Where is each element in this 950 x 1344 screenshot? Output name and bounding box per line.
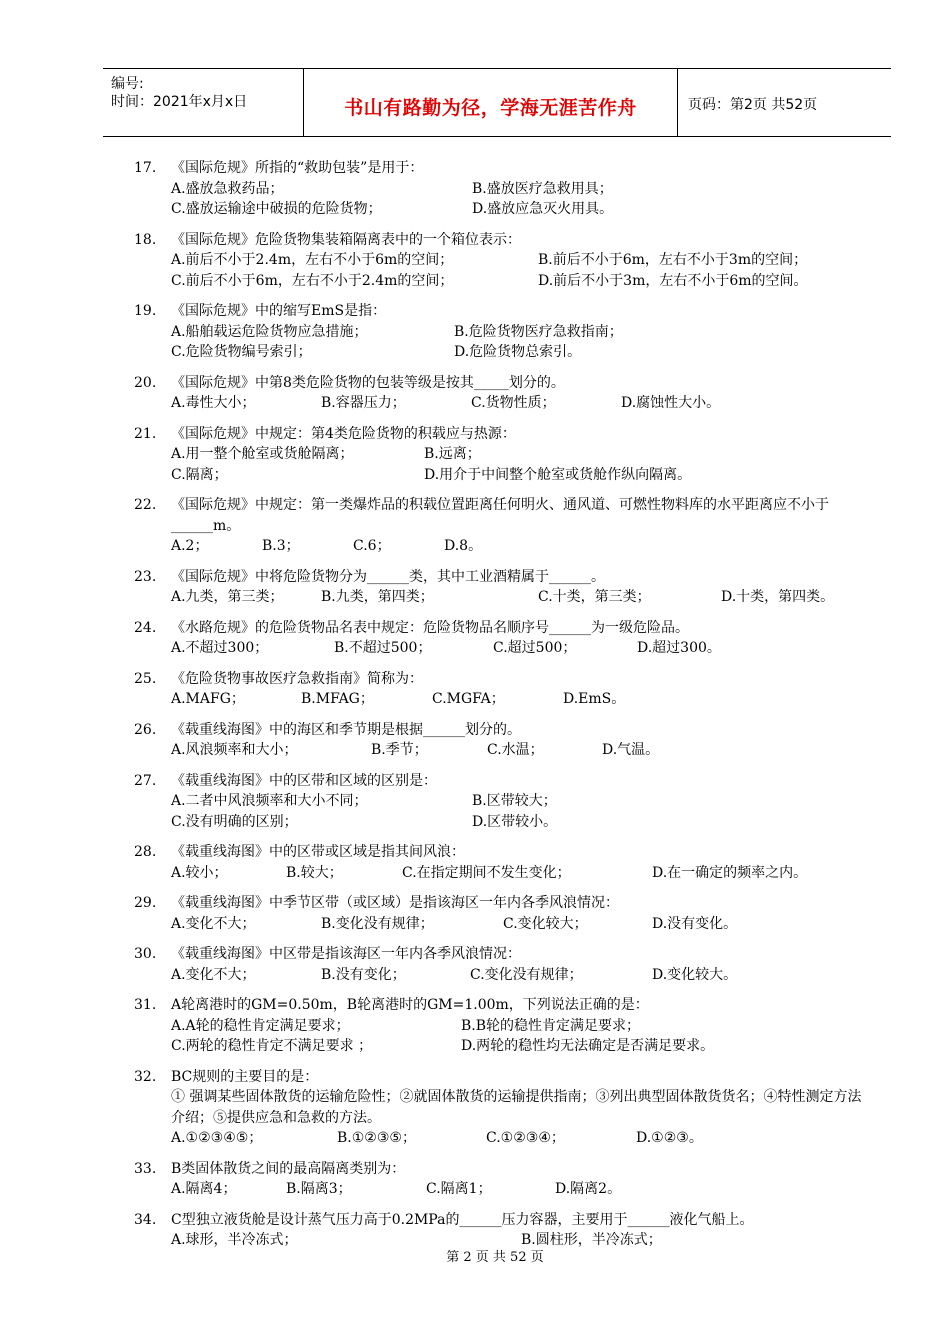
answer-option: B.没有变化； — [321, 966, 406, 983]
question-stem: 《国际危规》所指的“救助包装”是用于： — [171, 160, 424, 176]
question-stem: 《载重线海图》中季节区带（或区域）是指该海区一年内各季风浪情况： — [171, 895, 619, 911]
question-stem-row — [134, 771, 874, 792]
answer-option: D.①②③。 — [636, 1130, 703, 1146]
answer-option: D.隔离2。 — [555, 1181, 622, 1197]
option-row — [134, 179, 874, 200]
question-continuation: ① 强调某些固体散货的运输危险性；②就固体散货的运输提供指南；③列出典型固体散货货名；④特性测定方法介绍；⑤提供应急和急救的方法。 — [171, 1089, 862, 1126]
answer-option: A.球形，半冷冻式； — [171, 1232, 298, 1248]
question-number: 30. — [134, 946, 157, 962]
answer-option: C.没有明确的区别； — [171, 813, 298, 830]
question-item — [134, 1210, 874, 1251]
question-stem-row — [134, 230, 874, 251]
question-number: 31. — [134, 997, 157, 1013]
question-stem: BC规则的主要目的是： — [171, 1068, 319, 1085]
header-table — [103, 68, 891, 137]
answer-option: C.①②③④； — [486, 1130, 565, 1146]
question-number: 20. — [134, 374, 157, 391]
question-number: 28. — [134, 844, 157, 860]
answer-option: D.没有变化。 — [652, 915, 738, 932]
question-stem-row — [134, 1159, 874, 1180]
question-item — [134, 995, 874, 1057]
answer-option: C.十类，第三类； — [538, 589, 651, 605]
question-stem: 《国际危规》中规定：第一类爆炸品的积载位置距离任何明火、通风道、可燃性物料库的水平距离应不小于______m。 — [171, 497, 829, 534]
question-number: 18. — [134, 231, 157, 248]
answer-option: D.气温。 — [602, 742, 660, 758]
answer-option: A.MAFG； — [171, 691, 245, 707]
question-item — [134, 842, 874, 883]
answer-option: A.变化不大； — [171, 966, 256, 983]
option-row — [134, 1016, 874, 1037]
answer-option: A.毒性大小； — [171, 395, 256, 411]
answer-option: A.不超过300； — [171, 640, 269, 656]
answer-option: B.九类，第四类； — [321, 589, 434, 605]
answer-option: D.危险货物总索引。 — [454, 344, 582, 360]
question-item — [134, 618, 874, 659]
question-stem: 《危险货物事故医疗急救指南》简称为： — [171, 670, 423, 687]
question-item — [134, 424, 874, 486]
option-row — [134, 199, 874, 220]
question-number: 34. — [134, 1211, 157, 1228]
answer-option: C.变化没有规律； — [470, 966, 583, 983]
answer-option: A.风浪频率和大小； — [171, 742, 298, 758]
option-row — [134, 638, 874, 659]
answer-option: C.6； — [353, 538, 391, 554]
question-stem-row — [134, 567, 874, 588]
question-stem-row — [134, 158, 874, 179]
page-footer — [0, 1246, 950, 1265]
question-stem: 《载重线海图》中的区带和区域的区别是： — [171, 772, 437, 789]
answer-option: C.前后不小于6m，左右不小于2.4m的空间； — [171, 272, 454, 289]
answer-option: B.区带较大； — [472, 793, 557, 809]
doc-number-label: 编号: — [111, 76, 144, 92]
question-item — [134, 720, 874, 761]
option-row — [134, 689, 874, 710]
answer-option: D.用介于中间整个舱室或货舱作纵向隔离。 — [424, 466, 692, 483]
question-stem: A轮离港时的GM=0.50m，B轮离港时的GM=1.00m，下列说法正确的是： — [171, 997, 649, 1013]
answer-option: D.两轮的稳性均无法确定是否满足要求。 — [461, 1038, 715, 1054]
question-number: 32. — [134, 1068, 157, 1085]
option-row — [134, 465, 874, 486]
answer-option: A.前后不小于2.4m，左右不小于6m的空间； — [171, 252, 454, 268]
question-number: 27. — [134, 772, 157, 789]
question-stem-row — [134, 301, 874, 322]
question-item — [134, 1159, 874, 1200]
answer-option: A.①②③④⑤； — [171, 1130, 263, 1146]
answer-option: D.十类，第四类。 — [721, 589, 835, 605]
option-row — [134, 863, 874, 884]
answer-option: D.变化较大。 — [652, 966, 738, 983]
question-number: 33. — [134, 1160, 157, 1177]
answer-option: B.盛放医疗急救用具； — [472, 180, 613, 197]
header-meta-cell — [103, 69, 304, 136]
answer-option: C.变化较大； — [503, 915, 588, 932]
question-stem-row — [134, 995, 874, 1016]
question-stem-row — [134, 373, 874, 394]
footer-page-number: 第 2 页 共 52 页 — [446, 1250, 544, 1265]
question-number: 17. — [134, 160, 157, 176]
option-row — [134, 250, 874, 271]
question-stem: 《载重线海图》中区带是指该海区一年内各季风浪情况： — [171, 946, 521, 962]
question-stem: 《载重线海图》中的海区和季节期是根据______划分的。 — [171, 721, 521, 738]
answer-option: B.MFAG； — [301, 691, 374, 707]
question-number: 25. — [134, 670, 157, 687]
answer-option: B.较大； — [286, 864, 343, 881]
question-stem: 《国际危规》中规定：第4类危险货物的积载应与热源： — [171, 425, 516, 442]
question-number: 19. — [134, 303, 157, 319]
question-item — [134, 301, 874, 363]
option-row — [134, 791, 874, 812]
question-stem-row — [134, 893, 874, 914]
option-row — [134, 271, 874, 292]
question-stem-row — [134, 618, 874, 639]
answer-option: A.二者中风浪频率和大小不同； — [171, 793, 368, 809]
answer-option: A.2； — [171, 538, 209, 554]
answer-option: C.危险货物编号索引； — [171, 344, 312, 360]
answer-option: D.前后不小于3m，左右不小于6m的空间。 — [538, 272, 808, 289]
option-row — [134, 1128, 874, 1149]
option-row — [134, 587, 874, 608]
option-row — [134, 1036, 874, 1057]
header-page-cell — [678, 69, 891, 136]
question-item — [134, 495, 874, 557]
option-row — [134, 812, 874, 833]
option-row — [134, 965, 874, 986]
answer-option: C.超过500； — [493, 640, 577, 656]
page-info: 页码：第2页 共52页 — [688, 97, 818, 113]
answer-option: A.变化不大； — [171, 915, 256, 932]
answer-option: A.较小； — [171, 864, 228, 881]
question-item — [134, 669, 874, 710]
header-motto-cell — [304, 69, 678, 136]
answer-option: A.A轮的稳性肯定满足要求； — [171, 1017, 350, 1034]
doc-time-label: 时间：2021年x月x日 — [111, 94, 248, 110]
answer-option: B.前后不小于6m，左右不小于3m的空间； — [538, 252, 808, 268]
question-list — [134, 158, 874, 1261]
question-item — [134, 771, 874, 833]
answer-option: A.隔离4； — [171, 1181, 237, 1197]
question-stem-row — [134, 1067, 874, 1088]
question-item — [134, 944, 874, 985]
question-item — [134, 158, 874, 220]
answer-option: C.隔离； — [171, 466, 228, 483]
question-number: 24. — [134, 619, 157, 636]
answer-option: C.水温； — [487, 742, 544, 758]
answer-option: B.季节； — [371, 742, 428, 758]
question-item — [134, 373, 874, 414]
answer-option: D.EmS。 — [563, 691, 626, 707]
answer-option: C.货物性质； — [471, 395, 556, 411]
question-stem: 《国际危规》中将危险货物分为______类，其中工业酒精属于______。 — [171, 568, 605, 585]
answer-option: B.不超过500； — [334, 640, 432, 656]
option-row — [134, 914, 874, 935]
answer-option: B.远离； — [424, 446, 481, 462]
answer-option: D.盛放应急灭火用具。 — [472, 201, 614, 217]
question-number: 21. — [134, 425, 157, 442]
answer-option: A.用一整个舱室或货舱隔离； — [171, 446, 354, 462]
answer-option: B.①②③⑤； — [337, 1130, 416, 1146]
option-row — [134, 444, 874, 465]
question-stem-row — [134, 720, 874, 741]
question-item — [134, 567, 874, 608]
motto: 书山有路勤为径，学海无涯苦作舟 — [344, 97, 637, 119]
option-row — [134, 740, 874, 761]
answer-option: A.九类，第三类； — [171, 589, 284, 605]
answer-option: D.在一确定的频率之内。 — [652, 864, 808, 881]
question-stem-row — [134, 495, 874, 536]
question-stem-row — [134, 1210, 874, 1231]
answer-option: A.船舶载运危险货物应急措施； — [171, 323, 368, 340]
answer-option: D.超过300。 — [637, 640, 721, 656]
question-stem: 《载重线海图》中的区带或区域是指其间风浪： — [171, 844, 465, 860]
question-stem-row — [134, 842, 874, 863]
question-stem-row — [134, 424, 874, 445]
question-number: 29. — [134, 895, 157, 911]
answer-option: D.区带较小。 — [472, 813, 558, 830]
question-stem: 《水路危规》的危险货物品名表中规定：危险货物品名顺序号______为一级危险品。 — [171, 619, 689, 636]
option-row — [134, 322, 874, 343]
question-stem-row — [134, 669, 874, 690]
answer-option: A.盛放急救药品； — [171, 180, 284, 197]
question-stem: B类固体散货之间的最高隔离类别为： — [171, 1160, 406, 1177]
question-stem: 《国际危规》中的缩写EmS是指： — [171, 303, 387, 319]
option-row — [134, 1179, 874, 1200]
question-item — [134, 1067, 874, 1149]
question-stem: C型独立液货舱是设计蒸气压力高于0.2MPa的______压力容器，主要用于______液化气船上。 — [171, 1211, 754, 1228]
option-row — [134, 536, 874, 557]
question-stem: 《国际危规》危险货物集装箱隔离表中的一个箱位表示： — [171, 231, 521, 248]
answer-option: B.变化没有规律； — [321, 915, 434, 932]
answer-option: B.B轮的稳性肯定满足要求； — [461, 1017, 641, 1034]
answer-option: B.3； — [262, 538, 300, 554]
answer-option: D.8。 — [444, 538, 483, 554]
answer-option: B.危险货物医疗急救指南； — [454, 323, 623, 340]
question-stem-row — [134, 944, 874, 965]
answer-option: C.隔离1； — [426, 1181, 492, 1197]
answer-option: C.在指定期间不发生变化； — [402, 864, 571, 881]
answer-option: C.MGFA； — [432, 691, 505, 707]
option-row — [134, 342, 874, 363]
question-item — [134, 893, 874, 934]
question-stem: 《国际危规》中第8类危险货物的包装等级是按其_____划分的。 — [171, 374, 565, 391]
question-number: 26. — [134, 721, 157, 738]
answer-option: B.容器压力； — [321, 395, 406, 411]
answer-option: D.腐蚀性大小。 — [621, 395, 721, 411]
answer-option: B.圆柱形，半冷冻式； — [521, 1232, 662, 1248]
question-number: 22. — [134, 497, 157, 513]
answer-option: C.两轮的稳性肯定不满足要求 ； — [171, 1038, 373, 1054]
option-row — [134, 393, 874, 414]
answer-option: C.盛放运输途中破损的危险货物； — [171, 201, 382, 217]
question-item — [134, 230, 874, 292]
answer-option: B.隔离3； — [286, 1181, 352, 1197]
question-number: 23. — [134, 568, 157, 585]
